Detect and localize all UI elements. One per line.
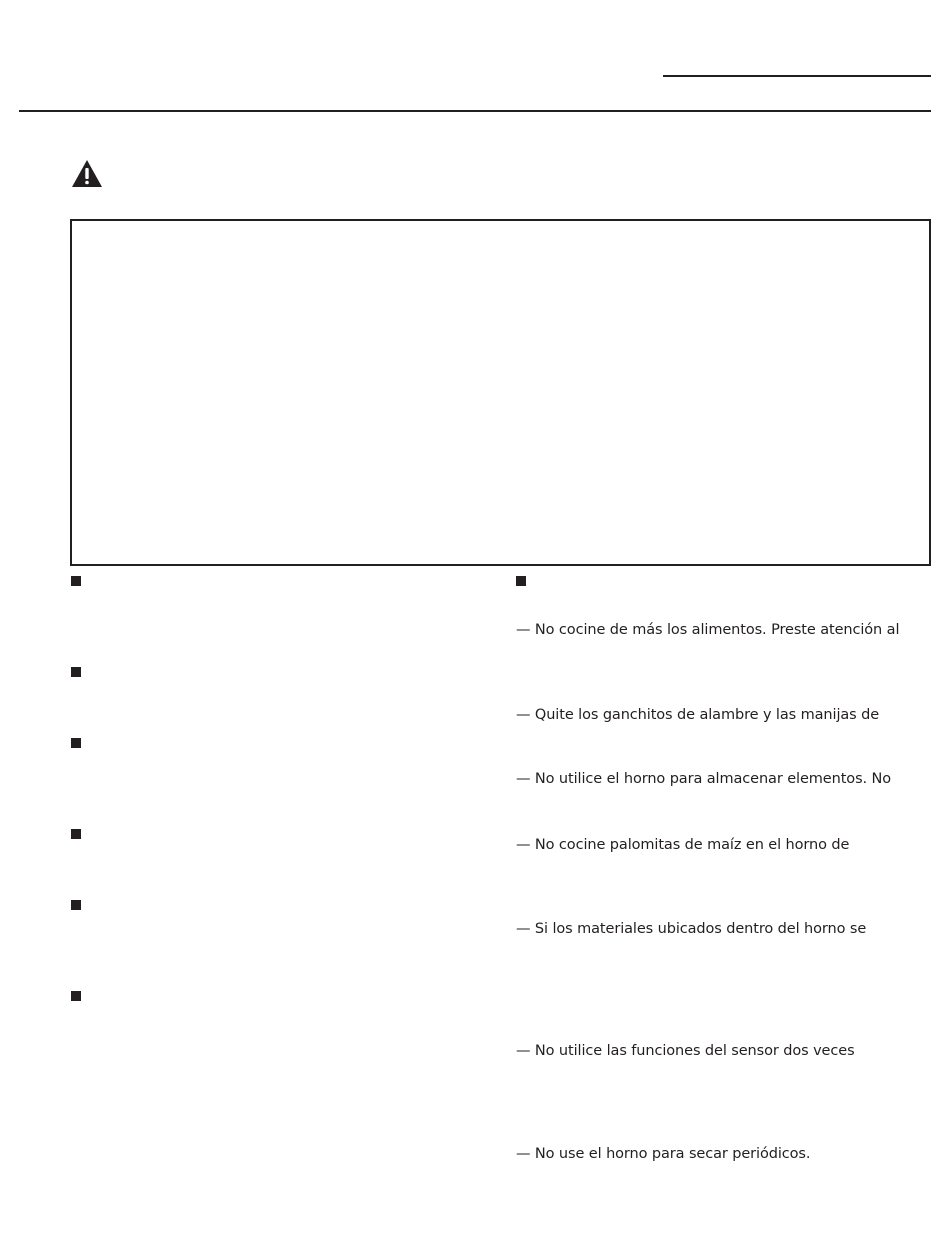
- list-item: — No utilice el horno para almacenar elementos. No: [516, 771, 892, 787]
- header-rule-short: [663, 75, 931, 77]
- list-item: — No cocine palomitas de maíz en el horno de: [516, 837, 850, 853]
- list-item: — No utilice las funciones del sensor dos veces: [516, 1043, 855, 1059]
- list-item: — No use el horno para secar periódicos.: [516, 1146, 811, 1162]
- bullet-icon: [71, 667, 81, 677]
- bullet-icon: [516, 576, 526, 586]
- list-item: — No cocine de más los alimentos. Preste atención al: [516, 622, 900, 638]
- bullet-icon: [71, 991, 81, 1001]
- bullet-icon: [71, 900, 81, 910]
- list-item: — Si los materiales ubicados dentro del horno se: [516, 921, 867, 937]
- bullet-icon: [71, 738, 81, 748]
- warning-box: [70, 219, 931, 566]
- bullet-icon: [71, 829, 81, 839]
- header-rule: [19, 110, 931, 112]
- warning-icon: [71, 159, 103, 188]
- list-item: — Quite los ganchitos de alambre y las manijas de: [516, 707, 880, 723]
- bullet-icon: [71, 576, 81, 586]
